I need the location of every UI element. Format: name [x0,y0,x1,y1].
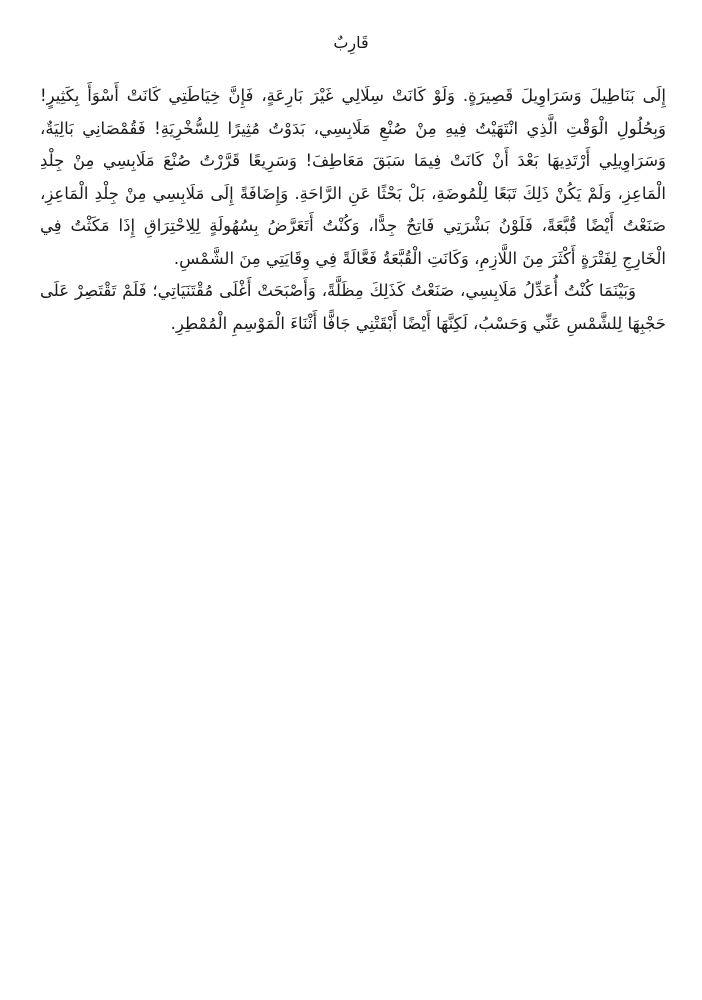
body-text [40,80,666,340]
paragraph: وَبَيْنَمَا كُنْتُ أُعَدِّلُ مَلَابِسِي، صَنَعْتُ كَذَلِكَ مِظَلَّةً، وَأَصْبَحَتْ أَغْلَى مُقْتَنَيَاتِي؛ فَلَمْ تَقْتَصِرْ عَلَى حَجْبِهَا لِلشَّمْسِ عَنِّي وَحَسْبُ، لَكِنَّهَا أَيْضًا أَبْقَتْنِي جَافًّا أَثْنَاءَ الْمَوْسِمِ الْمُمْطِرِ. [40,281,666,333]
paragraph: إِلَى بَنَاطِيلَ وَسَرَاوِيلَ قَصِيرَةٍ. وَلَوْ كَانَتْ سِلَالِي غَيْرَ بَارِعَةٍ، فَإِنَّ خِيَاطَتِي كَانَتْ أَسْوَأَ بِكَثِيرٍ! وَبِحُلُولِ الْوَقْتِ الَّذِي انْتَهَيْتُ فِيهِ مِنْ صُنْعِ مَلَابِسِي، بَدَوْتُ مُثِيرًا لِلسُّخْرِيَةِ! فَقُمْصَانِي بَالِيَةٌ، وَسَرَاوِيلِي أَرْتَدِيهَا بَعْدَ أَنْ كَانَتْ فِيمَا سَبَقَ مَعَاطِفَ! وَسَرِيعًا قَرَّرْتُ صُنْعَ مَلَابِسِي مِنْ جِلْدِ الْمَاعِزِ، وَلَمْ يَكُنْ ذَلِكَ تَبَعًا لِلْمُوضَةِ، بَلْ بَحْثًا عَنِ الرَّاحَةِ. وَإِضَافَةً إِلَى مَلَابِسِي مِنْ جِلْدِ الْمَاعِزِ، صَنَعْتُ أَيْضًا قُبَّعَةً، فَلَوْنُ بَشْرَتِي فَاتِحٌ جِدًّا، وَكُنْتُ أَتَعَرَّضُ بِسُهُولَةٍ لِلِاحْتِرَاقِ إِذَا مَكَثْتُ فِي الْخَارِجِ لِفَتْرَةٍ أَكْثَرَ مِنَ اللَّازِمِ، وَكَانَتِ الْقُبَّعَةُ فَعَّالَةً فِي وِقَايَتِي مِنَ الشَّمْسِ. [40,86,666,268]
running-header: قَارِبٌ [333,33,369,52]
